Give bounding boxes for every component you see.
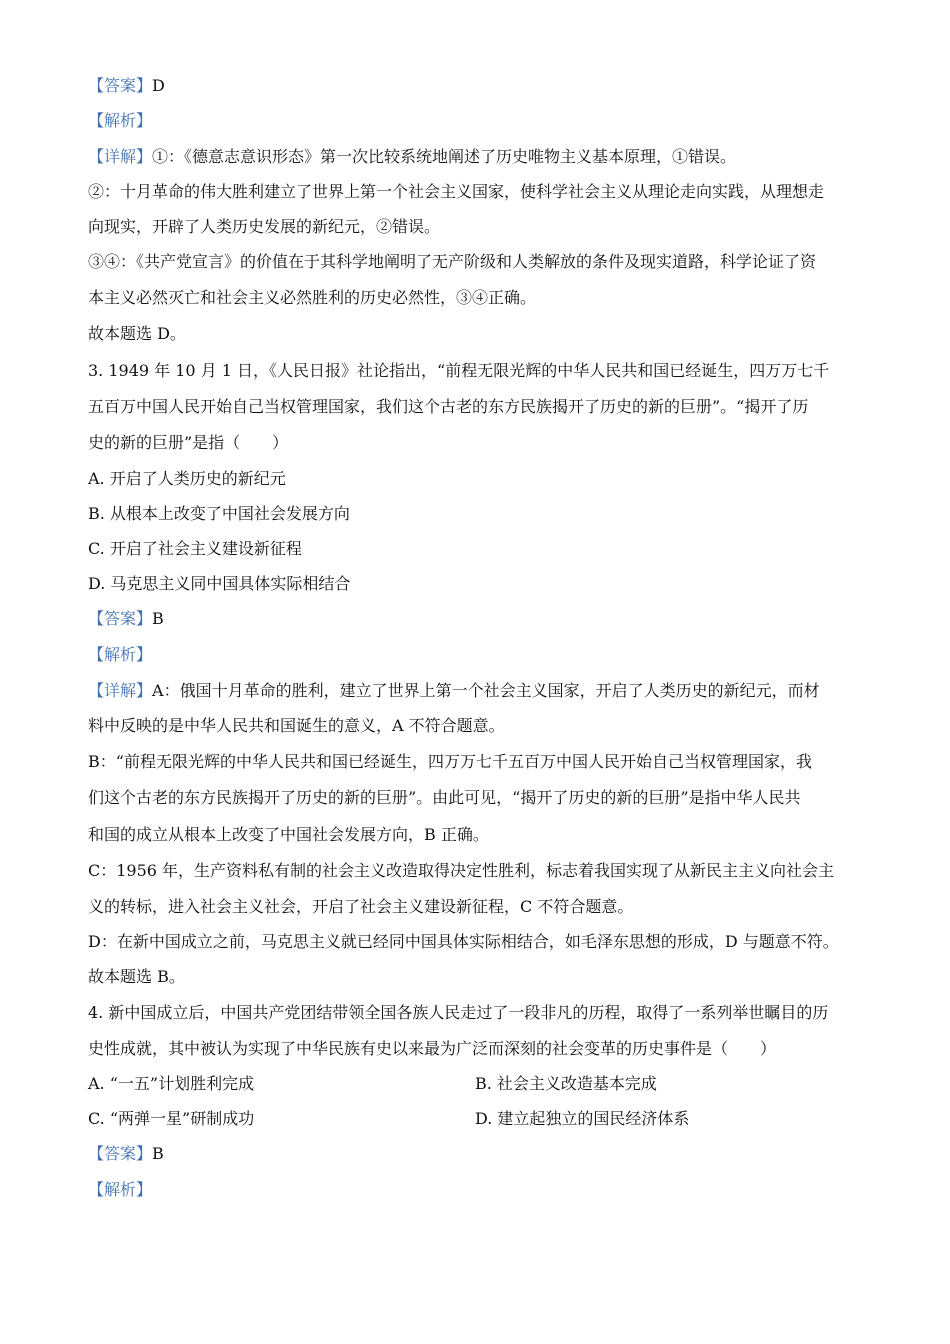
detail-text: C：1956 年，生产资料私有制的社会主义改造取得决定性胜利，标志着我国实现了从新民主主义向社会主 bbox=[88, 861, 835, 880]
question-3-stem: 五百万中国人民开始自己当权管理国家，我们这个古老的东方民族揭开了历史的新的巨册”。“揭开了历 bbox=[88, 397, 809, 416]
detail-text: 料中反映的是中华人民共和国诞生的意义，A 不符合题意。 bbox=[88, 716, 505, 735]
answer-value: D bbox=[152, 76, 165, 95]
analysis-tag-2: 【解析】 bbox=[88, 111, 153, 130]
analysis-tag-4: 【解析】 bbox=[88, 1180, 153, 1199]
answer-line-2 bbox=[88, 76, 165, 96]
detail-line bbox=[88, 681, 820, 701]
question-4-stem: 史性成就，其中被认为实现了中华民族有史以来最为广泛而深刻的社会变革的历史事件是（ ） bbox=[88, 1039, 777, 1058]
question-4-stem: 4. 新中国成立后，中国共产党团结带领全国各族人民走过了一段非凡的历程，取得了一系列举世瞩目的历 bbox=[88, 1003, 829, 1022]
detail-text: ②：十月革命的伟大胜利建立了世界上第一个社会主义国家，使科学社会主义从理论走向实践，从理想走 bbox=[88, 182, 825, 201]
question-4-option-b: B. 社会主义改造基本完成 bbox=[475, 1074, 657, 1093]
detail-text: 本主义必然灭亡和社会主义必然胜利的历史必然性，③④正确。 bbox=[88, 288, 537, 307]
question-4-option-d: D. 建立起独立的国民经济体系 bbox=[475, 1109, 690, 1128]
conclusion-text: 故本题选 B。 bbox=[88, 967, 185, 986]
question-3-option-d: D. 马克思主义同中国具体实际相结合 bbox=[88, 574, 351, 593]
detail-line bbox=[88, 147, 736, 167]
analysis-tag-3: 【解析】 bbox=[88, 645, 153, 664]
detail-tag: 【详解】 bbox=[88, 681, 153, 700]
question-3-stem: 3. 1949 年 10 月 1 日，《人民日报》社论指出，“前程无限光辉的中华人民共和国已经诞生，四万万七千 bbox=[88, 361, 830, 380]
question-3-option-b: B. 从根本上改变了中国社会发展方向 bbox=[88, 504, 350, 523]
detail-text: ①：《德意志意识形态》第一次比较系统地阐述了历史唯物主义基本原理，①错误。 bbox=[152, 147, 737, 166]
conclusion-text: 故本题选 D。 bbox=[88, 324, 186, 343]
detail-tag: 【详解】 bbox=[88, 147, 153, 166]
detail-text: ③④：《共产党宣言》的价值在于其科学地阐明了无产阶级和人类解放的条件及现实道路，科学论证了资 bbox=[88, 252, 817, 271]
detail-text: 向现实，开辟了人类历史发展的新纪元，②错误。 bbox=[88, 217, 441, 236]
detail-text: D：在新中国成立之前，马克思主义就已经同中国具体实际相结合，如毛泽东思想的形成，D 与题意不符。 bbox=[88, 932, 839, 951]
answer-value: B bbox=[152, 609, 164, 628]
question-3-option-a: A. 开启了人类历史的新纪元 bbox=[88, 469, 286, 488]
answer-line-3 bbox=[88, 609, 164, 629]
answer-tag: 【答案】 bbox=[88, 609, 153, 628]
answer-line-4 bbox=[88, 1144, 164, 1164]
detail-text: 和国的成立从根本上改变了中国社会发展方向，B 正确。 bbox=[88, 825, 489, 844]
answer-value: B bbox=[152, 1144, 164, 1163]
answer-tag: 【答案】 bbox=[88, 1144, 153, 1163]
question-3-stem: 史的新的巨册”是指（ ） bbox=[88, 433, 289, 452]
detail-text: B：“前程无限光辉的中华人民共和国已经诞生，四万万七千五百万中国人民开始自己当权管理国家，我 bbox=[88, 752, 812, 771]
question-4-option-c: C. “两弹一星”研制成功 bbox=[88, 1109, 255, 1128]
detail-text: A：俄国十月革命的胜利，建立了世界上第一个社会主义国家，开启了人类历史的新纪元，而材 bbox=[152, 681, 820, 700]
question-4-option-a: A. “一五”计划胜利完成 bbox=[88, 1074, 255, 1093]
answer-tag: 【答案】 bbox=[88, 76, 153, 95]
detail-text: 义的转标，进入社会主义社会，开启了社会主义建设新征程，C 不符合题意。 bbox=[88, 897, 634, 916]
detail-text: 们这个古老的东方民族揭开了历史的新的巨册”。由此可见，“揭开了历史的新的巨册”是指中华人民共 bbox=[88, 788, 801, 807]
question-3-option-c: C. 开启了社会主义建设新征程 bbox=[88, 539, 302, 558]
